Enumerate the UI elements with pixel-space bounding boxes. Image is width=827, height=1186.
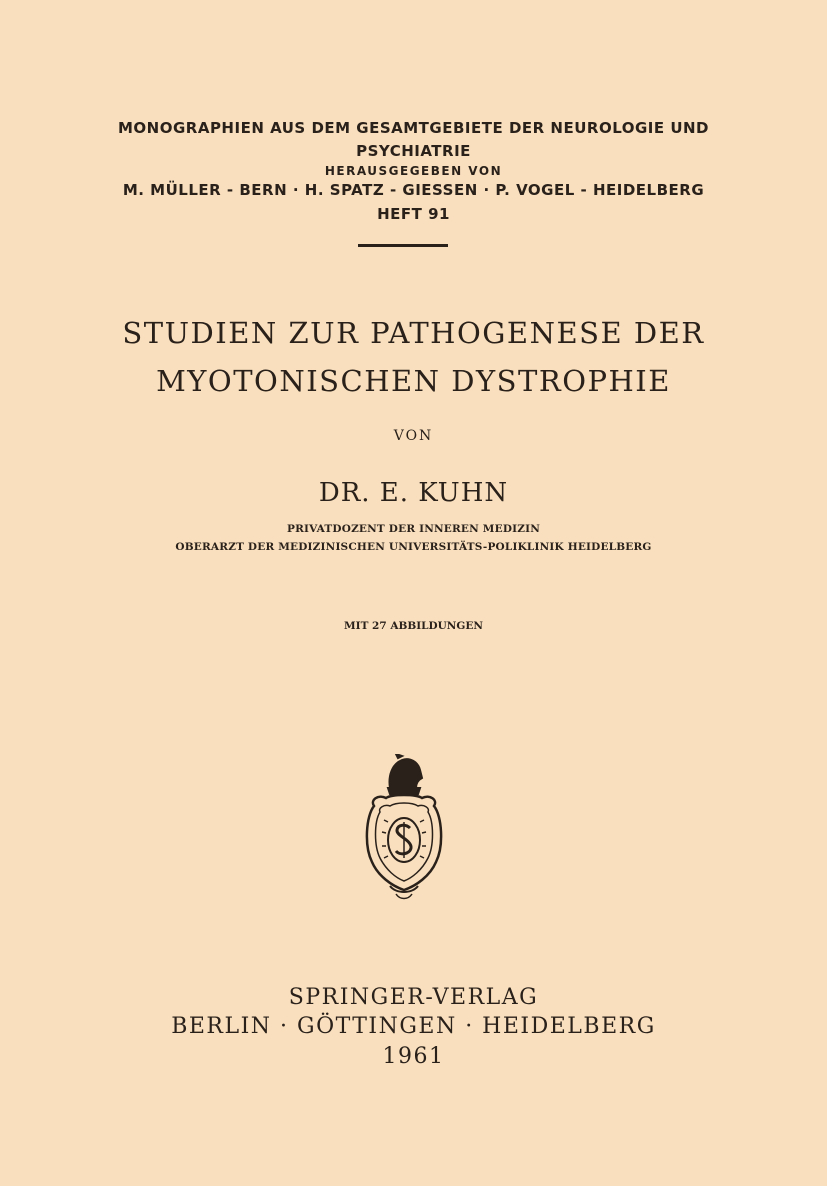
publisher-name: SPRINGER-VERLAG: [288, 985, 539, 1010]
illustrations-note: MIT 27 ABBILDUNGEN: [344, 620, 483, 632]
author-name: DR. E. KUHN: [318, 478, 509, 508]
publisher-cities: BERLIN · GÖTTINGEN · HEIDELBERG: [171, 1014, 656, 1039]
editors-list: M. MÜLLER - BERN · H. SPATZ - GIESSEN · P. VOGEL - HEIDELBERG: [122, 181, 705, 199]
publication-year: 1961: [382, 1044, 445, 1069]
author-affiliation-1: PRIVATDOZENT DER INNEREN MEDIZIN: [286, 523, 541, 535]
book-title-line1: STUDIEN ZUR PATHOGENESE DER: [122, 316, 705, 350]
editors-intro: HERAUSGEGEBEN VON: [324, 164, 503, 178]
divider-rule: [358, 244, 448, 247]
book-title-line2: MYOTONISCHEN DYSTROPHIE: [156, 364, 671, 398]
series-title-line2: PSYCHIATRIE: [356, 142, 471, 160]
author-affiliation-2: OBERARZT DER MEDIZINISCHEN UNIVERSITÄTS-POLIKLINIK HEIDELBERG: [175, 541, 652, 553]
springer-knight-logo-icon: [360, 754, 448, 902]
byline-von: VON: [393, 428, 434, 444]
series-title-line1: MONOGRAPHIEN AUS DEM GESAMTGEBIETE DER NEUROLOGIE UND: [117, 119, 710, 137]
issue-number: HEFT 91: [377, 205, 450, 223]
